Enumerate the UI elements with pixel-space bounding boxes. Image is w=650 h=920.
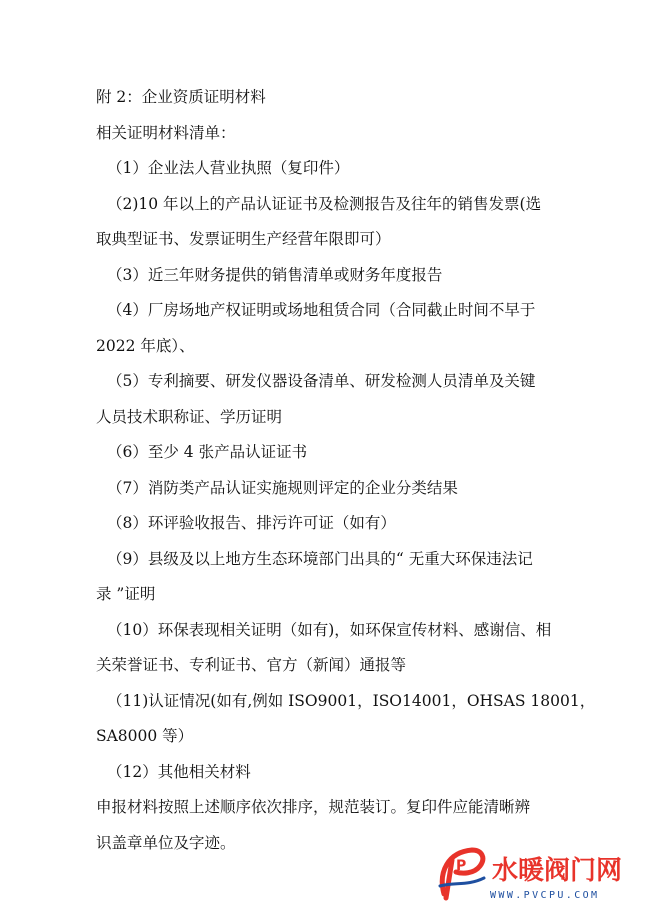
list-item-7: （7）消防类产品认证实施规则评定的企业分类结果	[107, 478, 458, 497]
closing-paragraph-line-2: 识盖章单位及字迹。	[96, 833, 236, 852]
closing-paragraph-line-1: 申报材料按照上述顺序依次排序，规范装订。复印件应能清晰辨	[96, 798, 531, 816]
watermark-site-name: 水暖阀门网	[492, 856, 623, 886]
list-item-9-continuation: 录 ”证明	[96, 585, 156, 603]
list-item-5: （5）专利摘要、研发仪器设备清单、研发检测人员清单及关键	[107, 372, 536, 390]
list-item-12: （12）其他相关材料	[107, 762, 251, 781]
list-title: 相关证明材料清单：	[96, 123, 236, 142]
list-item-3: （3）近三年财务提供的销售清单或财务年度报告	[107, 265, 443, 284]
list-item-1: （1）企业法人营业执照（复印件）	[107, 159, 350, 177]
list-item-5-continuation: 人员技术职称证、学历证明	[96, 407, 283, 426]
logo-letter: P	[456, 858, 467, 874]
list-item-11-continuation: SA8000 等）	[96, 727, 194, 745]
document-body	[96, 84, 596, 865]
pvcpu-logo-icon	[434, 842, 490, 904]
list-item-6: （6）至少 4 张产品认证证书	[107, 443, 308, 461]
list-item-2-continuation: 取典型证书、发票证明生产经营年限即可）	[96, 230, 391, 248]
list-item-8: （8）环评验收报告、排污许可证（如有）	[107, 514, 396, 532]
watermark-url: WWW.PVCPU.COM	[490, 890, 600, 901]
list-item-10-continuation: 关荣誉证书、专利证书、官方（新闻）通报等	[96, 656, 407, 674]
list-item-4-continuation: 2022 年底）、	[96, 336, 195, 355]
list-item-9: （9）县级及以上地方生态环境部门出具的“ 无重大环保违法记	[107, 549, 533, 568]
list-item-2: （2)10 年以上的产品认证证书及检测报告及往年的销售发票(选	[107, 194, 542, 213]
document-heading: 附 2：企业资质证明材料	[96, 88, 266, 106]
list-item-11: （11)认证情况(如有,例如 ISO9001，ISO14001，OHSAS 18001，	[107, 691, 596, 710]
list-item-10: （10）环保表现相关证明（如有)，如环保宣传材料、感谢信、相	[107, 620, 552, 639]
list-item-4: （4）厂房场地产权证明或场地租赁合同（合同截止时间不早于	[107, 301, 536, 319]
site-watermark	[434, 842, 634, 912]
